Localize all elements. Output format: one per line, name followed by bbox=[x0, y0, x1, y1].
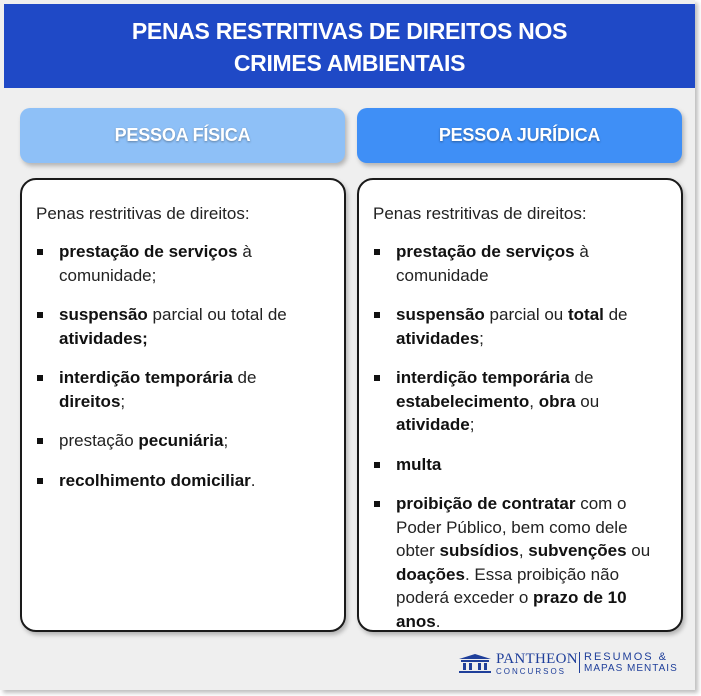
text: . bbox=[435, 611, 441, 631]
text: . Essa proibição não poderá exceder o bbox=[396, 564, 620, 607]
text: prestação bbox=[59, 431, 139, 450]
list-item bbox=[373, 366, 663, 437]
text: à comunidade bbox=[396, 242, 589, 285]
bold-text: atividades bbox=[396, 328, 480, 348]
list-item bbox=[36, 303, 326, 350]
bold-text: atividades; bbox=[59, 328, 148, 348]
list-item bbox=[373, 453, 663, 477]
text: ou bbox=[575, 391, 600, 411]
heading-pessoa-juridica-label: PESSOA JURÍDICA bbox=[438, 125, 601, 145]
heading-pessoa-fisica-label: PESSOA FÍSICA bbox=[114, 125, 251, 145]
text: parcial ou bbox=[484, 305, 568, 324]
list-item bbox=[36, 240, 326, 287]
list-item bbox=[36, 366, 326, 413]
list-item bbox=[36, 429, 326, 453]
text: . bbox=[250, 470, 256, 490]
penalty-list-fisica bbox=[36, 240, 326, 508]
heading-pessoa-fisica bbox=[20, 108, 345, 163]
text: de bbox=[569, 368, 594, 387]
bold-text: subsídios bbox=[439, 541, 519, 560]
resumos-label: RESUMOS & bbox=[584, 651, 669, 663]
bold-text: suspensão bbox=[396, 305, 485, 324]
bold-text: recolhimento domiciliar bbox=[59, 470, 251, 490]
brand-name: PANTHEON bbox=[496, 651, 578, 667]
text: parcial ou total de bbox=[147, 305, 287, 324]
list-item bbox=[36, 469, 326, 493]
footer-logo bbox=[456, 650, 686, 676]
heading-pessoa-juridica bbox=[357, 108, 682, 163]
bold-text: prestação de serviços bbox=[59, 242, 238, 261]
text: ; bbox=[120, 391, 126, 411]
text: à comunidade; bbox=[59, 242, 252, 285]
header-banner bbox=[4, 4, 695, 88]
bold-text: interdição temporária bbox=[396, 368, 570, 387]
bold-text: suspensão bbox=[59, 305, 148, 324]
text: ; bbox=[223, 431, 229, 450]
text: ; bbox=[469, 415, 475, 434]
penalty-list-juridica bbox=[373, 240, 663, 649]
text: de bbox=[603, 305, 628, 324]
intro-text: Penas restritivas de direitos: bbox=[373, 204, 587, 223]
text: , bbox=[518, 541, 529, 560]
title-line-2: CRIMES AMBIENTAIS bbox=[233, 50, 466, 76]
bold-text: subvenções bbox=[528, 541, 627, 560]
brand-subtitle: CONCURSOS bbox=[496, 667, 567, 676]
bold-text: total bbox=[567, 305, 604, 324]
card-pessoa-juridica bbox=[357, 178, 683, 632]
bold-text: direitos bbox=[59, 391, 121, 411]
intro-text: Penas restritivas de direitos: bbox=[36, 204, 250, 223]
text: com o Poder Público, bem como dele obter bbox=[396, 494, 628, 560]
bold-text: pecuniária bbox=[138, 431, 224, 450]
bold-text: obra bbox=[538, 391, 576, 411]
bold-text: atividade bbox=[396, 415, 470, 434]
bold-text: doações bbox=[396, 564, 465, 584]
bold-text: prazo de 10 anos bbox=[396, 588, 627, 631]
text: , bbox=[529, 391, 539, 411]
text: de bbox=[232, 368, 257, 387]
bold-text: interdição temporária bbox=[59, 368, 233, 387]
bold-text: proibição de contratar bbox=[396, 494, 576, 513]
text: ou bbox=[626, 541, 651, 560]
bold-text: multa bbox=[396, 454, 442, 474]
divider bbox=[579, 652, 580, 673]
bold-text: estabelecimento bbox=[396, 391, 530, 411]
list-item bbox=[373, 240, 663, 287]
mapas-label: MAPAS MENTAIS bbox=[584, 663, 678, 674]
list-item bbox=[373, 303, 663, 350]
title-line-1: PENAS RESTRITIVAS DE DIREITOS NOS bbox=[131, 18, 568, 44]
card-pessoa-fisica bbox=[20, 178, 346, 632]
bold-text: prestação de serviços bbox=[396, 242, 575, 261]
list-item bbox=[373, 492, 663, 633]
text: ; bbox=[479, 328, 484, 348]
temple-icon bbox=[456, 653, 494, 673]
